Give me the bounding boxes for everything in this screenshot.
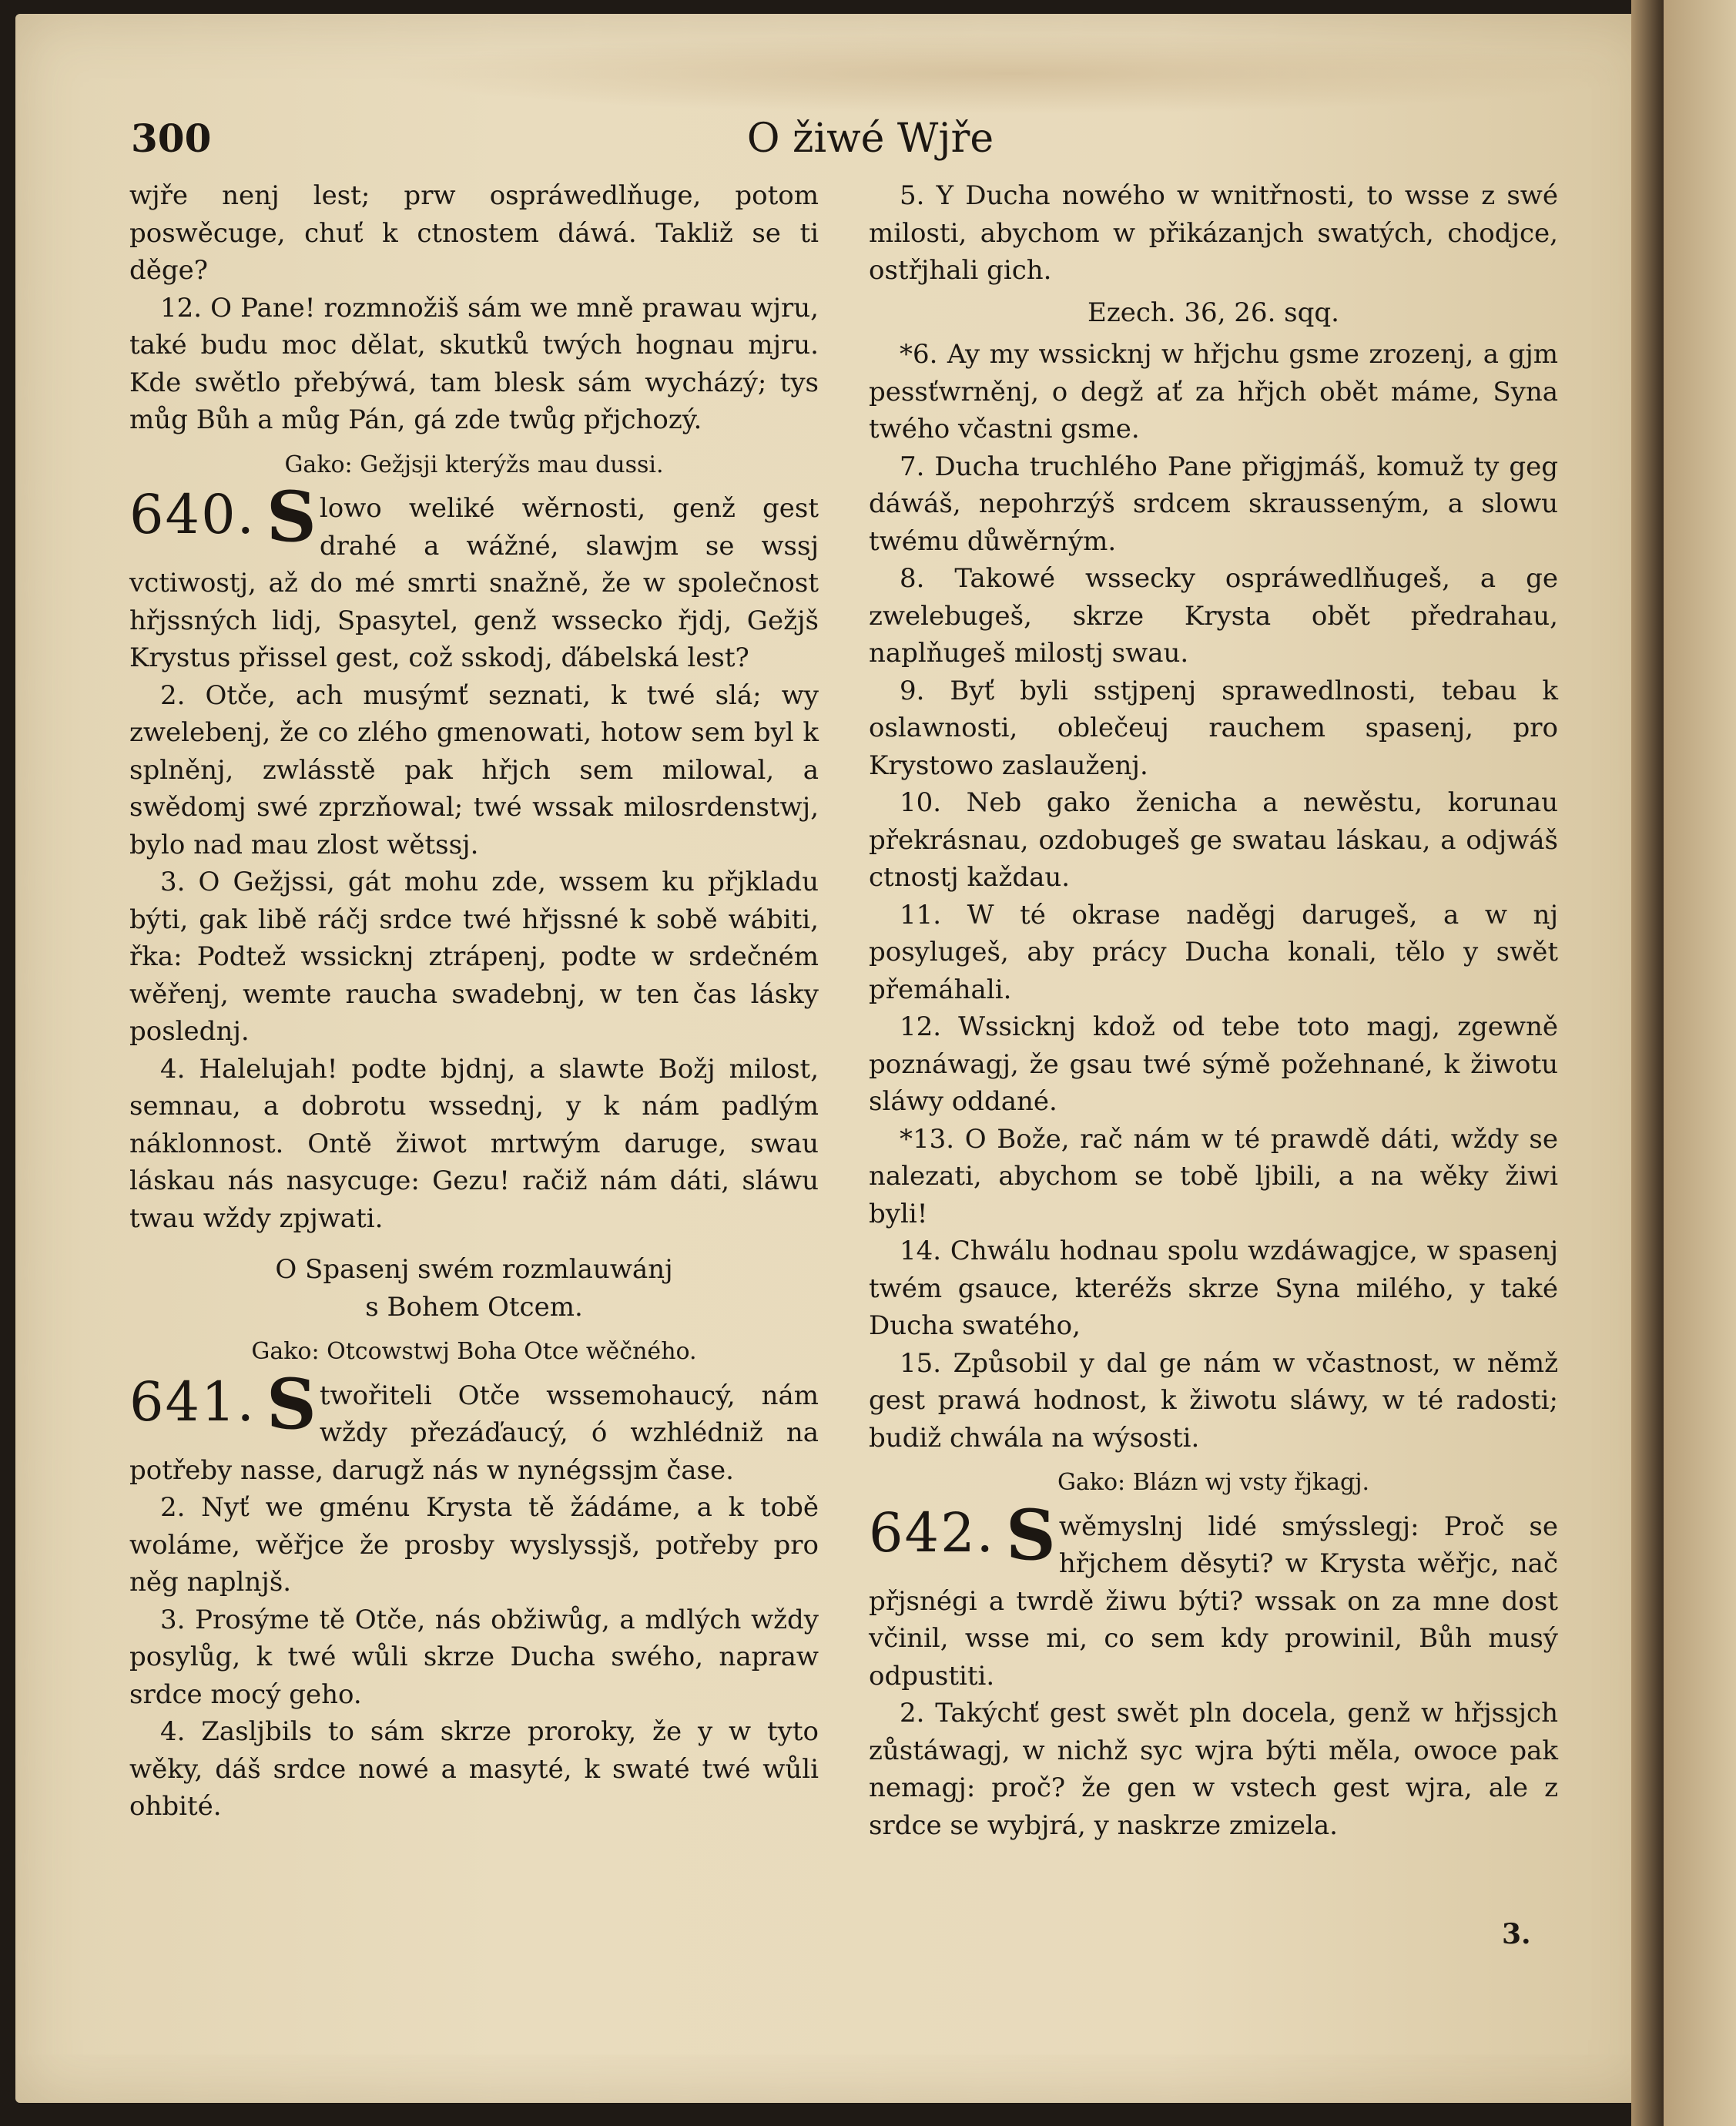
hymn-640-verse-4: 4. Halelujah! podte bjdnj, a slawte Božj milost, semnau, a dobrotu wssednj, y k nám padlým náklonnost. Ontě žiwot mrtwým daruge, swau láskau nás nasycuge: Gezu! račiž nám dáti, sláwu twau wždy zpjwati. — [129, 1053, 819, 1234]
hymn-641-verse-8: 8. Takowé wssecky ospráwedlňugeš, a ge zwelebugeš, skrze Krysta obět předrahau, naplňugeš milostj swau. — [869, 563, 1558, 669]
hymn-641-verse-5: 5. Y Ducha nowého w wnitřnosti, to wsse z swé milosti, abychom w přikázanjch swatých, chodjce, ostřjhali gich. — [869, 180, 1558, 286]
hymn-641-title-line-2: s Bohem Otcem. — [365, 1291, 583, 1323]
hymn-641-verse-10: 10. Neb gako ženicha a newěstu, korunau překrásnau, ozdobugeš ge swatau láskau, a odjwáš ctnostj každau. — [869, 787, 1558, 893]
hymn-642-verse-2: 2. Takýchť gest swět pln docela, genž w hřjssjch zůstáwagj, w nichž syc wjra býti měla, owoce pak nemagj: proč? že gen w vstech gest wjra, ale z srdce se wybjrá, y naskrze zmizela. — [869, 1698, 1558, 1841]
hymn-641-verse-4: 4. Zasljbils to sám skrze proroky, že y w tyto wěky, dáš srdce nowé a masyté, k swaté twé wůli ohbité. — [129, 1716, 819, 1822]
drop-cap: S — [266, 1363, 317, 1445]
drop-cap: S — [266, 476, 317, 558]
hymn-641-verse-15: 15. Způsobil y dal ge nám w včastnost, w němž gest prawá hodnost, k žiwotu sláwy, w té radosti; budiž chwála na wýsosti. — [869, 1347, 1558, 1454]
hymn-642-verse-1 — [869, 1494, 1558, 1695]
hymn-640-verse-2: 2. Otče, ach musýmť seznati, k twé slá; wy zwelebenj, že co zlého gmenowati, hotow sem byl k splněnj, zwlásstě pak hřjch sem milowal, a swědomj swé zprzňowal; twé wssak milosrdenstwj, bylo nad mau zlost wětssj. — [129, 679, 819, 860]
running-title: O žiwé Wjře — [746, 116, 994, 162]
hymn-641 — [129, 1363, 819, 1490]
page-number: 300 — [131, 116, 212, 161]
right-column — [869, 177, 1558, 1844]
tune-note-642: Gako: Blázn wj vsty řjkagj. — [1057, 1469, 1370, 1496]
hymn-639-verse-12: 12. O Pane! rozmnožiš sám we mně prawau wjru, také budu moc dělat, skutků twých hognau mjru. Kde swětlo přebýwá, tam blesk sám wycházý; tys můg Bůh a můg Pán, gá zde twůg přjchozý. — [129, 292, 819, 435]
page-header — [131, 116, 1610, 169]
hymn-639-verse-11-end: wjře nenj lest; prw ospráwedlňuge, potom poswěcuge, chuť k ctnostem dáwá. Takliž se ti děge? — [129, 180, 819, 286]
hymn-640 — [129, 476, 819, 677]
hymn-640-verse-1 — [129, 476, 819, 677]
hymn-641-verse-12: 12. Wssicknj kdož od tebe toto magj, zgewně poznáwagj, že gsau twé sýmě požehnané, k žiwotu sláwy oddané. — [869, 1011, 1558, 1117]
tune-note-641: Gako: Otcowstwj Boha Otce wěčného. — [251, 1338, 697, 1365]
hymn-641-verse-6: *6. Ay my wssicknj w hřjchu gsme zrozenj, a gjm pessťwrněnj, o degž ať za hřjch obět máme, Syna twého včastni gsme. — [869, 339, 1558, 444]
hymn-640-verse-3: 3. O Gežjssi, gát mohu zde, wssem ku přjkladu býti, gak libě ráčj srdce twé hřjssné k sobě wábiti, řka: Podtež wssicknj ztrápenj, podte w srdečném wěřenj, wemte raucha swadebnj, w ten čas lásky poslednj. — [129, 867, 819, 1047]
hymn-641-verse-3: 3. Prosýme tě Otče, nás obžiwůg, a mdlých wždy posylůg, k twé wůli skrze Ducha swého, napraw srdce mocý geho. — [129, 1604, 819, 1710]
hymn-640-verse-1-text: lowo weliké wěrnosti, genž gest drahé a wážné, slawjm se wssj vctiwostj, až do mé smrti snažně, že w společnost hřjssných lidj, Spasytel, genž wssecko řjdj, Gežjš Krystus přissel gest, což sskodj, ďábelská lest? — [129, 493, 819, 673]
facing-page-edge — [1664, 0, 1736, 2126]
hymn-641-verse-13: *13. O Bože, rač nám w té prawdě dáti, wždy se nalezati, abychom se tobě ljbili, a na wěky žiwi byli! — [869, 1123, 1558, 1229]
hymn-641-verse-14: 14. Chwálu hodnau spolu wzdáwagjce, w spasenj twém gsauce, kteréžs skrze Syna milého, y také Ducha swatého, — [869, 1236, 1558, 1341]
hymn-641-verse-11: 11. W té okrase naděgj darugeš, a w nj posylugeš, aby prácy Ducha konali, tělo y swět přemáhali. — [869, 899, 1558, 1005]
water-stain — [377, 33, 1648, 114]
hymn-641-verse-1-text: twořiteli Otče wssemohaucý, nám wždy přezáďaucý, ó wzhlédniž na potřeby nasse, darugž nás w nynégssjm čase. — [129, 1380, 819, 1486]
hymn-number-642: 642. — [869, 1501, 995, 1564]
hymn-641-verse-1 — [129, 1363, 819, 1490]
hymn-number-641: 641. — [129, 1370, 256, 1434]
book-gutter — [1631, 0, 1664, 2126]
hymn-642 — [869, 1494, 1558, 1695]
tune-note-640: Gako: Gežjsji kterýžs mau dussi. — [284, 451, 664, 478]
hymn-641-verse-9: 9. Byť byli sstjpenj sprawedlnosti, tebau k oslawnosti, oblečeuj rauchem spasenj, pro Krystowo zaslauženj. — [869, 675, 1558, 781]
left-column — [129, 177, 819, 1826]
hymn-641-verse-2: 2. Nyť we gménu Krysta tě žádáme, a k tobě woláme, wěřjce že prosby wyslyssjš, potřeby pro něg naplnjš. — [129, 1492, 819, 1598]
hymn-number-640: 640. — [129, 483, 256, 546]
drop-cap: S — [1005, 1494, 1056, 1576]
hymn-642-verse-1-text: wěmyslnj lidé smýsslegj: Proč se hřjchem děsyti? w Krysta wěřjc, nač přjsnégi a twrdě žiwu býti? wssak on za mne dost včinil, wsse mi, co sem kdy prowinil, Bůh musý odpustiti. — [869, 1511, 1558, 1692]
scripture-reference: Ezech. 36, 26. sqq. — [1088, 297, 1339, 328]
hymn-641-verse-7: 7. Ducha truchlého Pane přigjmáš, komuž ty geg dáwáš, nepohrzýš srdcem skrausseným, a slowu twému důwěrným. — [869, 451, 1558, 557]
catchword: 3. — [1502, 1918, 1531, 1950]
hymn-641-title-line-1: O Spasenj swém rozmlauwánj — [275, 1254, 673, 1285]
